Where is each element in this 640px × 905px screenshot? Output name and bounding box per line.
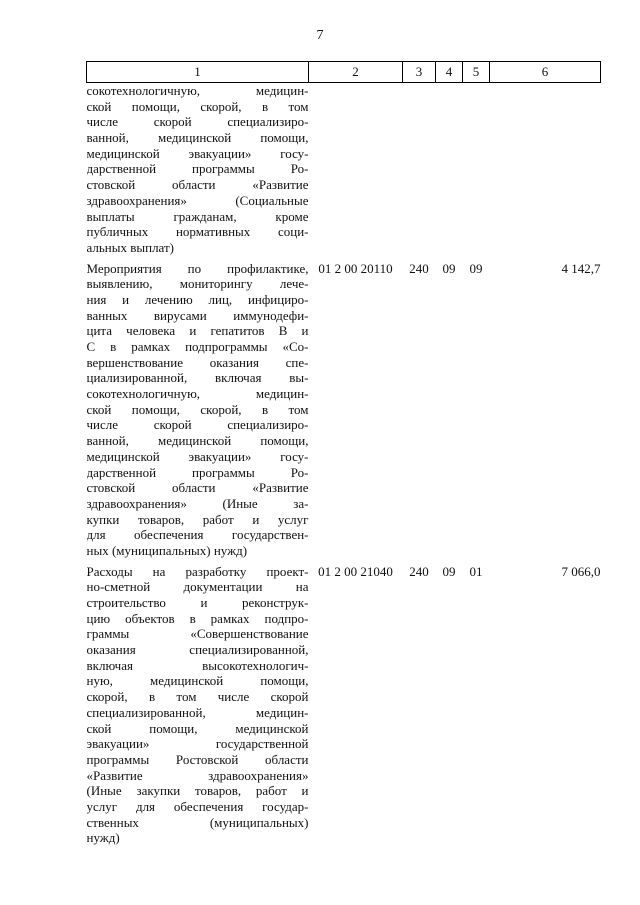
description-line: ванных вирусами иммунодефи- — [86, 307, 309, 323]
description-line: ванной, медицинской помощи, — [86, 433, 309, 449]
row-code: 01 2 00 21040 — [318, 563, 393, 579]
description-line: купки товаров, работ и услуг — [86, 511, 309, 527]
description-line: нужд) — [86, 830, 120, 846]
row-description — [87, 256, 309, 559]
row-pr: 09 — [469, 260, 483, 276]
description-line: ванной, медицинской помощи, — [86, 130, 309, 146]
description-line: но-сметной документации на — [86, 579, 309, 595]
description-line: сокотехнологичную, медицин- — [86, 386, 309, 402]
description-line: С в рамках подпрограммы «Со- — [86, 339, 309, 354]
description-line: цию объектов в рамках подпро- — [86, 610, 309, 626]
table-row — [87, 83, 601, 256]
row-amount: 7 066,0 — [561, 563, 601, 579]
description-line: стовской области «Развитие — [86, 177, 309, 193]
description-line: вершенствование оказания спе- — [86, 354, 309, 370]
row-description — [87, 559, 309, 846]
description-line: выявлению, мониторингу лече- — [86, 276, 309, 292]
description-line: числе скорой специализиро- — [86, 114, 309, 130]
description-line: стовской области «Развитие — [86, 480, 309, 496]
description-line: Расходы на разработку проект- — [86, 563, 309, 579]
description-line: ния и лечению лиц, инфициро- — [86, 291, 309, 307]
description-line: эвакуации» государственной — [86, 736, 309, 752]
row-vr — [403, 83, 436, 256]
description-line: ской помощи, медицинской — [86, 720, 309, 736]
description-line: числе скорой специализиро- — [86, 417, 309, 433]
row-vr: 240 — [409, 563, 429, 579]
description-line: здравоохранения» (Социальные — [86, 192, 309, 208]
description-line: граммы «Совершенствование — [86, 626, 309, 642]
table-row — [87, 559, 601, 846]
header-col-1: 1 — [87, 62, 309, 83]
description-line: «Развитие здравоохранения» — [86, 767, 309, 783]
row-code — [309, 83, 403, 256]
row-pr — [463, 83, 490, 256]
header-row — [87, 62, 601, 83]
header-col-4: 4 — [436, 62, 463, 83]
row-amount — [490, 83, 601, 256]
header-col-3: 3 — [403, 62, 436, 83]
row-pr: 01 — [469, 563, 483, 579]
description-line: оказания специализированной, — [86, 642, 309, 658]
description-line: медицинской эвакуации» госу- — [86, 448, 309, 464]
page-number: 7 — [316, 28, 324, 43]
budget-table — [86, 61, 601, 846]
description-line: программы Ростовской области — [86, 751, 309, 767]
description-line: альных выплат) — [86, 239, 175, 255]
row-code: 01 2 00 20110 — [318, 260, 393, 276]
description-line: здравоохранения» (Иные за- — [86, 495, 309, 511]
description-line: скорой, в том числе скорой — [86, 689, 309, 705]
description-line: строительство и реконструк- — [86, 595, 309, 610]
header-col-2: 2 — [309, 62, 403, 83]
row-description — [87, 83, 309, 256]
description-line: цита человека и гепатитов В и — [86, 323, 309, 339]
description-line: специализированной, медицин- — [86, 704, 309, 720]
description-line: медицинской эвакуации» госу- — [86, 145, 309, 161]
description-line: включая высокотехнологич- — [86, 657, 309, 673]
description-line: ственных (муниципальных) — [86, 814, 309, 830]
header-col-6: 6 — [490, 62, 601, 83]
row-rz: 09 — [442, 563, 456, 579]
description-line: для обеспечения государствен- — [86, 527, 309, 543]
description-line: дарственной программы Ро- — [86, 161, 309, 177]
description-line: выплаты гражданам, кроме — [86, 208, 309, 224]
description-line: услуг для обеспечения государ- — [86, 798, 309, 814]
description-line: (Иные закупки товаров, работ и — [86, 783, 309, 799]
row-rz: 09 — [442, 260, 456, 276]
description-line: ской помощи, скорой, в том — [86, 98, 309, 114]
row-rz — [436, 83, 463, 256]
description-line: ную, медицинской помощи, — [86, 673, 309, 689]
table-row — [87, 256, 601, 559]
header-col-5: 5 — [463, 62, 490, 83]
description-line: публичных нормативных соци- — [86, 224, 309, 240]
description-line: дарственной программы Ро- — [86, 464, 309, 480]
description-line: Мероприятия по профилактике, — [86, 260, 309, 276]
description-line: сокотехнологичную, медицин- — [86, 83, 309, 98]
row-vr: 240 — [409, 260, 429, 276]
description-line: циализированной, включая вы- — [86, 370, 309, 386]
description-line: ных (муниципальных) нужд) — [86, 542, 248, 558]
description-line: ской помощи, скорой, в том — [86, 401, 309, 417]
row-amount: 4 142,7 — [561, 260, 601, 276]
